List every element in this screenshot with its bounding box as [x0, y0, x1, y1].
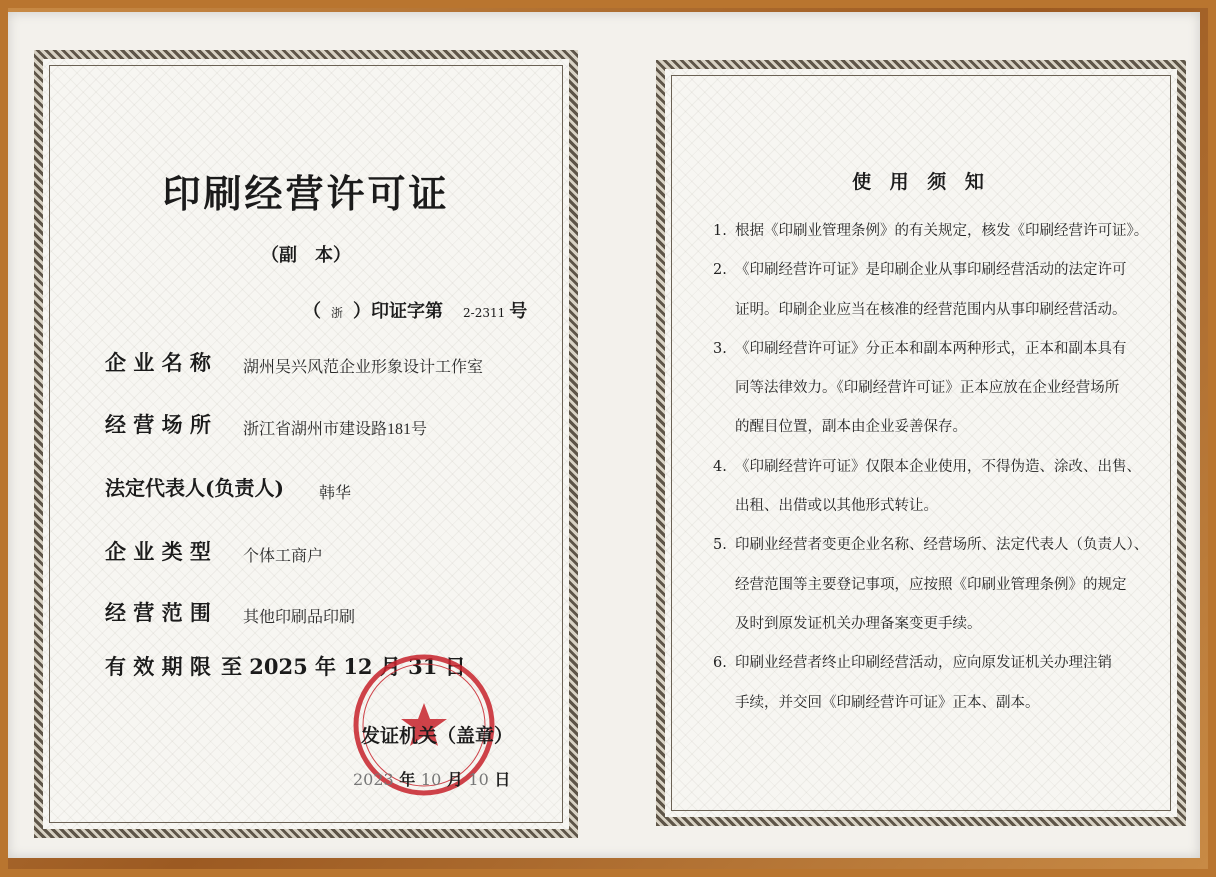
field-label-address: 经 营 场 所	[105, 412, 211, 437]
notice-item-5-line-3: 及时到原发证机关办理备案变更手续。	[735, 616, 982, 632]
notice-item-1: 1. 根据《印刷业管理条例》的有关规定，核发《印刷经营许可证》。	[713, 223, 1149, 239]
certificate-paper	[8, 12, 1200, 858]
notice-item-6: 6. 印刷业经营者终止印刷经营活动，应向原发证机关办理注销	[713, 655, 1112, 671]
notice-item-2-line-2: 证明。印刷企业应当在核准的经营范围内从事印刷经营活动。	[735, 302, 1127, 318]
issuer-label: 发证机关（盖章）	[361, 725, 514, 747]
notice-item-4: 4. 《印刷经营许可证》仅限本企业使用，不得伪造、涂改、出售、	[713, 459, 1141, 475]
validity-label: 有 效 期 限	[105, 654, 211, 679]
field-label-legal-rep: 法定代表人(负责人)	[105, 476, 284, 500]
field-value-company-type: 个体工商户	[243, 548, 324, 565]
license-suffix: 号	[509, 301, 528, 322]
license-title: 印刷经营许可证	[162, 171, 450, 216]
notice-item-6-line-2: 手续，并交回《印刷经营许可证》正本、副本。	[735, 695, 1040, 711]
province-open: （	[303, 301, 321, 322]
notice-item-2: 2. 《印刷经营许可证》是印刷企业从事印刷经营活动的法定许可	[713, 262, 1127, 278]
issue-day: 10	[468, 770, 489, 789]
license-copy-page	[34, 50, 578, 838]
license-number: 2-2311	[463, 306, 506, 320]
issue-month: 10	[420, 770, 442, 789]
notice-item-4-line-2: 出租、出借或以其他形式转让。	[735, 498, 938, 514]
notice-item-3-line-2: 同等法律效力。《印刷经营许可证》正本应放在企业经营场所	[735, 380, 1120, 396]
field-value-address: 浙江省湖州市建设路181号	[243, 421, 428, 438]
field-value-legal-rep: 韩华	[319, 485, 352, 502]
issue-month-unit: 月	[446, 770, 463, 789]
notice-title: 使 用 须 知	[852, 171, 990, 193]
field-value-business-scope: 其他印刷品印刷	[243, 609, 356, 626]
issue-year-unit: 年	[399, 770, 416, 789]
province-abbr: 浙	[331, 306, 344, 320]
field-label-company-name: 企 业 名 称	[105, 350, 211, 375]
license-prefix: 印证字第	[371, 301, 444, 322]
issue-year: 2023	[353, 770, 394, 789]
notice-item-5: 5. 印刷业经营者变更企业名称、经营场所、法定代表人（负责人）、	[713, 537, 1149, 553]
issue-date	[353, 767, 510, 790]
field-value-company-name: 湖州吴兴风范企业形象设计工作室	[243, 359, 484, 376]
validity-value: 至 2025 年 12 月 31 日	[220, 654, 466, 679]
notice-item-3: 3. 《印刷经营许可证》分正本和副本两种形式，正本和副本具有	[713, 341, 1127, 357]
notice-item-5-line-2: 经营范围等主要登记事项，应按照《印刷业管理条例》的规定	[735, 577, 1127, 593]
province-close: ）	[353, 301, 372, 322]
notice-item-3-line-3: 的醒目位置，副本由企业妥善保存。	[735, 419, 967, 435]
issue-day-unit: 日	[494, 770, 511, 789]
field-label-business-scope: 经 营 范 围	[105, 600, 211, 625]
copy-subtitle: （副 本）	[261, 245, 351, 266]
field-label-company-type: 企 业 类 型	[105, 539, 211, 564]
usage-notice-page	[656, 60, 1186, 826]
license-number-line	[303, 297, 527, 323]
